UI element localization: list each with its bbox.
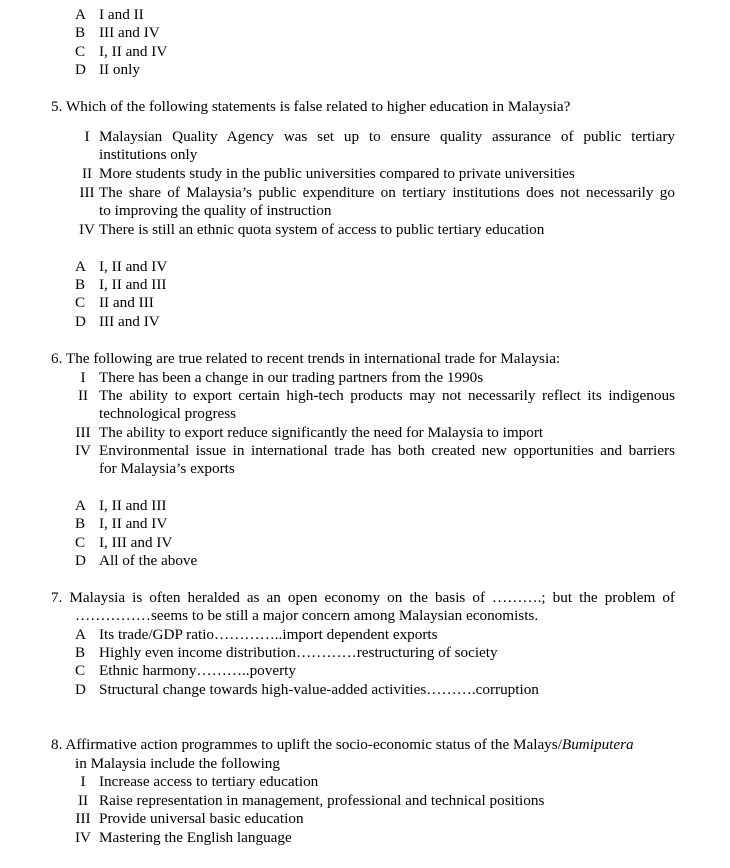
option-c: C II and III [75,294,154,311]
option-a: A I and II [75,6,144,23]
option-d: D All of the above [75,552,198,569]
statement-iv: IV Mastering the English language [74,829,292,846]
statement-ii: II Raise representation in management, professional and technical positions [77,792,545,809]
statement-ii: II The ability to export certain high-tech products may not necessarily reflect its indigenous technological progress [77,387,675,423]
statement-iii: III The share of Malaysia’s public expenditure on tertiary institutions does not necessarily go to improving the quality of instruction [79,184,675,220]
question-stem: 7. Malaysia is often heralded as an open economy on the basis of ……….; but the problem of [51,589,675,606]
option-a: A I, II and IV [75,258,168,275]
option-c: C Ethnic harmony………..poverty [75,662,296,679]
option-b: B I, II and III [75,276,167,293]
question-stem: 5. Which of the following statements is false related to higher education in Malaysia? [51,98,571,115]
question-stem: 8. Affirmative action programmes to uplift the socio-economic status of the Malays/Bumiputera [51,736,634,753]
option-a: A Its trade/GDP ratio…………..import dependent exports [75,626,438,643]
question-stem: 6. The following are true related to recent trends in international trade for Malaysia: [51,350,561,367]
option-c: C I, II and IV [75,43,168,60]
option-a: A I, II and III [75,497,167,514]
statement-iii: III Provide universal basic education [75,810,304,827]
option-b: B I, II and IV [75,515,168,532]
statement-i: I There has been a change in our trading partners from the 1990s [80,369,484,386]
option-d: D II only [75,61,140,78]
option-c: C I, III and IV [75,534,173,551]
statement-iv: IV Environmental issue in international trade has both created new opportunities and barriers for Malaysia’s exports [74,442,675,478]
option-d: D Structural change towards high-value-added activities……….corruption [75,681,539,698]
option-b: B Highly even income distribution…………restructuring of society [75,644,498,661]
statement-iv: IV There is still an ethnic quota system of access to public tertiary education [78,221,545,238]
option-d: D III and IV [75,313,160,330]
statement-ii: II More students study in the public universities compared to private universities [81,165,575,182]
question-stem-continued: ……………seems to be still a major concern among Malaysian economists. [75,607,539,624]
statement-i: I Malaysian Quality Agency was set up to ensure quality assurance of public tertiary institutions only [84,128,675,164]
statement-i: I Increase access to tertiary education [80,773,319,790]
statement-iii: III The ability to export reduce significantly the need for Malaysia to import [75,424,544,441]
option-b: B III and IV [75,24,160,41]
question-stem-continued: in Malaysia include the following [75,755,280,772]
